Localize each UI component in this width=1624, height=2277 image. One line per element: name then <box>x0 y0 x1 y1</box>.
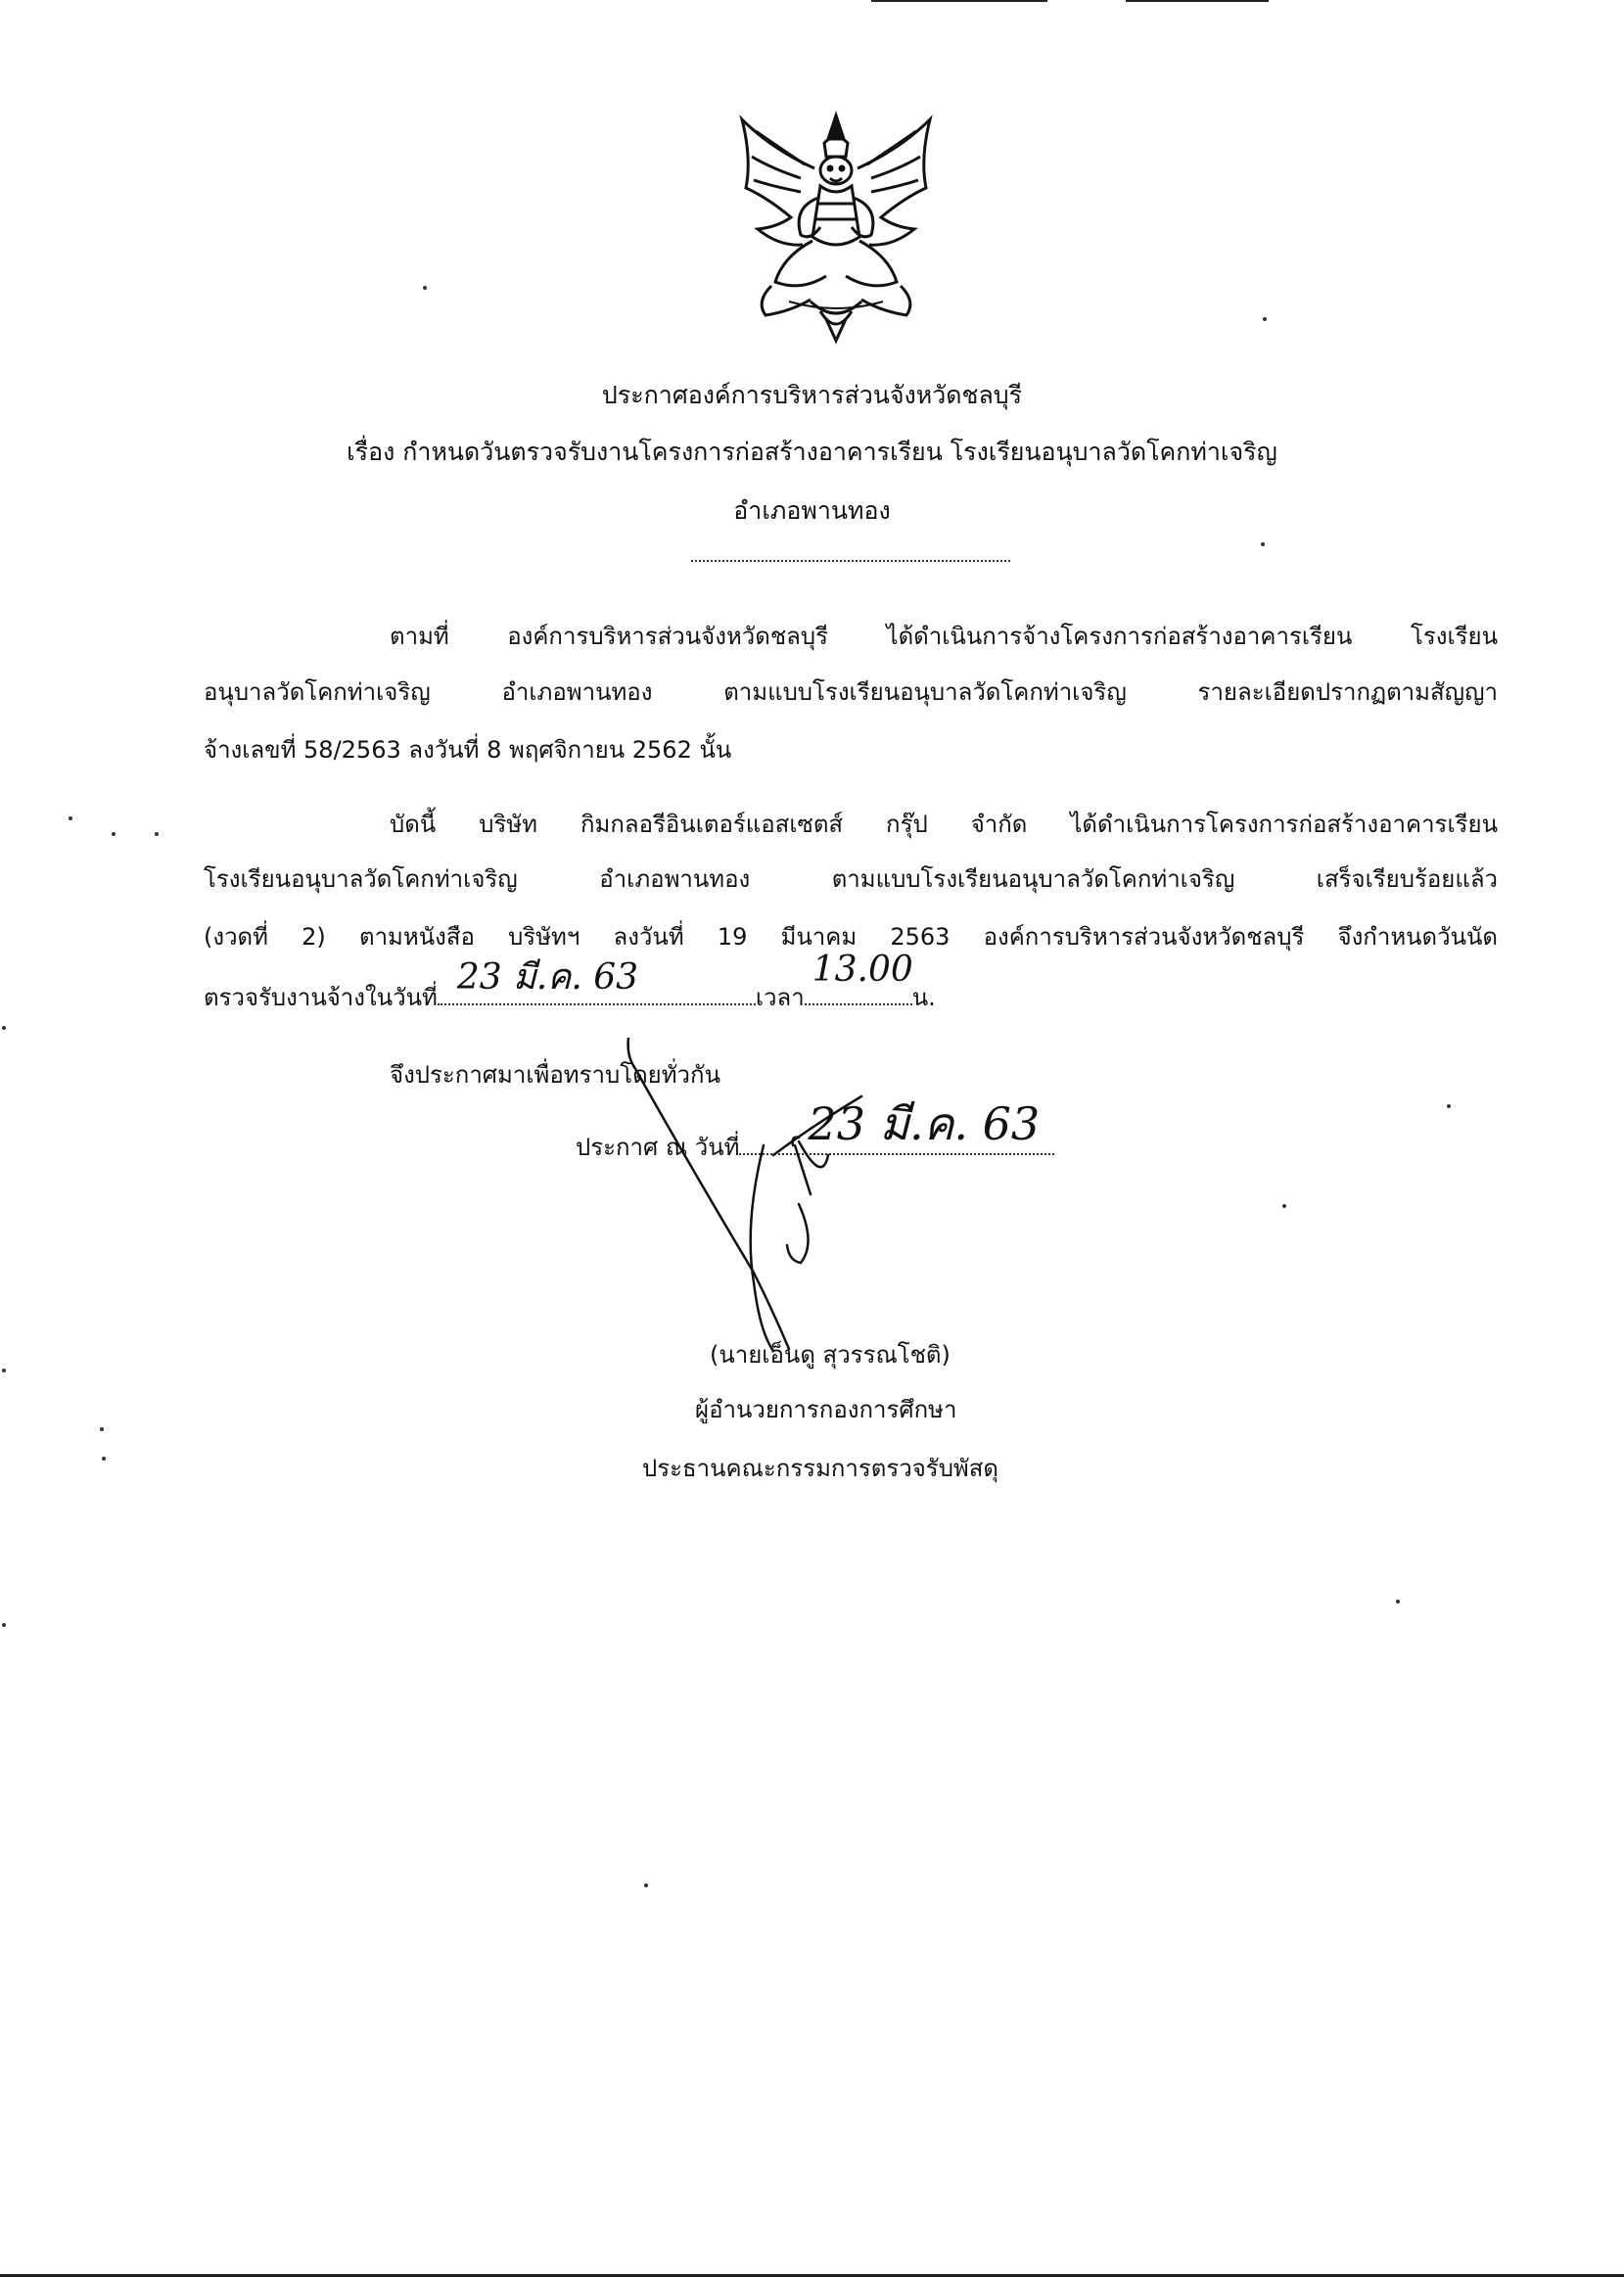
scan-edge-mark <box>1126 0 1269 2</box>
paragraph2-line1: บัดนี้ บริษัท กิมกลอรีอินเตอร์แอสเซตส์ กรุ๊ป จำกัด ได้ดำเนินการโครงการก่อสร้างอาคารเรียน <box>390 811 1498 838</box>
paragraph2-line2: โรงเรียนอนุบาลวัดโคกท่าเจริญ อำเภอพานทอง ตามแบบโรงเรียนอนุบาลวัดโคกท่าเจริญ เสร็จเรียบร้อยแล้ว <box>204 865 1498 893</box>
handwritten-inspection-time: 13.00 <box>812 950 913 990</box>
paragraph2-line3: (งวดที่ 2) ตามหนังสือ บริษัทฯ ลงวันที่ 19 มีนาคม 2563 องค์การบริหารส่วนจังหวัดชลบุรี จึงกำหนดวันนัด <box>204 923 1498 951</box>
handwritten-announcement-date: 23 มี.ค. 63 <box>808 1097 1041 1150</box>
garuda-emblem <box>732 110 940 345</box>
handwritten-signature <box>607 1038 959 1361</box>
inspection-date-field <box>438 957 756 1005</box>
committee-title: ประธานคณะกรรมการตรวจรับพัสดุ <box>642 1455 998 1482</box>
closing-statement: จึงประกาศมาเพื่อทราบโดยทั่วกัน <box>390 1061 720 1089</box>
paragraph1-line2: อนุบาลวัดโคกท่าเจริญ อำเภอพานทอง ตามแบบโรงเรียนอนุบาลวัดโคกท่าเจริญ รายละเอียดปรากฏตามสัญญา <box>204 678 1498 706</box>
handwritten-inspection-date: 23 มี.ค. 63 <box>456 957 639 998</box>
inspection-date-label: ตรวจรับงานจ้างในวันที่ <box>204 984 438 1011</box>
header-subject: เรื่อง กำหนดวันตรวจรับงานโครงการก่อสร้างอาคารเรียน โรงเรียนอนุบาลวัดโคกท่าเจริญ <box>347 438 1277 466</box>
paragraph1-line1: ตามที่ องค์การบริหารส่วนจังหวัดชลบุรี ได้ดำเนินการจ้างโครงการก่อสร้างอาคารเรียน โรงเรียน <box>390 623 1498 650</box>
inspection-time-field <box>805 950 913 1005</box>
paragraph2-line4 <box>204 950 1498 1012</box>
time-label: เวลา <box>755 984 805 1011</box>
time-unit: น. <box>911 984 936 1011</box>
signatory-position: ผู้อำนวยการกองการศึกษา <box>695 1396 957 1423</box>
announcement-date-label: ประกาศ ณ วันที่ <box>576 1134 740 1161</box>
scan-edge-mark <box>871 0 1047 2</box>
dotted-separator <box>691 560 1010 562</box>
header-district: อำเภอพานทอง <box>733 496 891 525</box>
signatory-name: (นายเอ็นดู สุวรรณโชติ) <box>710 1341 951 1369</box>
header-title: ประกาศองค์การบริหารส่วนจังหวัดชลบุรี <box>601 381 1023 409</box>
paragraph1-line3: จ้างเลขที่ 58/2563 ลงวันที่ 8 พฤศจิกายน 2562 นั้น <box>204 736 732 764</box>
